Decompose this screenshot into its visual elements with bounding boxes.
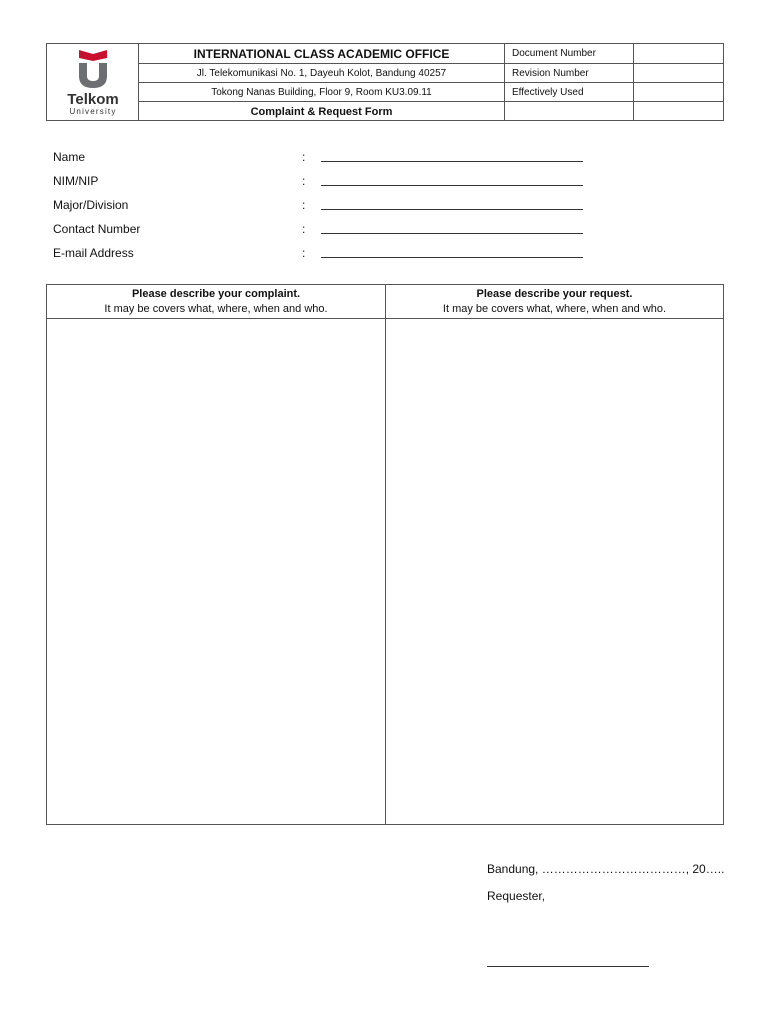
request-column-header xyxy=(386,285,723,318)
applicant-fields xyxy=(53,148,593,268)
request-heading: Please describe your request. xyxy=(476,288,633,300)
complaint-hint: It may be covers what, where, when and who. xyxy=(104,303,328,315)
name-input-line[interactable] xyxy=(321,161,583,162)
complaint-heading: Please describe your complaint. xyxy=(131,288,301,300)
complaint-text-area[interactable] xyxy=(47,319,385,824)
logo-wordmark: Telkom xyxy=(67,91,119,108)
contact-number-input-line[interactable] xyxy=(321,233,583,234)
complaint-request-table xyxy=(46,284,724,825)
nim-nip-input-line[interactable] xyxy=(321,185,583,186)
telkom-logo-icon xyxy=(76,48,110,90)
field-colon: : xyxy=(302,246,306,260)
field-label: Name xyxy=(53,150,86,164)
field-name xyxy=(53,148,593,172)
field-colon: : xyxy=(302,174,306,188)
complaint-column-header xyxy=(47,285,385,318)
field-colon: : xyxy=(302,222,306,236)
requester-label: Requester, xyxy=(487,889,546,903)
address-line-2: Tokong Nanas Building, Floor 9, Room KU3.09.11 xyxy=(211,86,432,98)
form-title: Complaint & Request Form xyxy=(250,105,393,118)
field-label: NIM/NIP xyxy=(53,174,99,188)
document-number-label: Document Number xyxy=(512,48,596,59)
request-hint: It may be covers what, where, when and who. xyxy=(442,303,667,315)
address-line-1: Jl. Telekomunikasi No. 1, Dayeuh Kolot, Bandung 40257 xyxy=(196,67,447,79)
logo-subtitle: University xyxy=(69,107,117,116)
effectively-used-label: Effectively Used xyxy=(512,86,584,98)
request-text-area[interactable] xyxy=(386,319,723,824)
effectively-used-value[interactable] xyxy=(637,83,723,101)
field-nim-nip xyxy=(53,172,593,196)
field-label: Contact Number xyxy=(53,222,141,236)
major-division-input-line[interactable] xyxy=(321,209,583,210)
field-colon: : xyxy=(302,198,306,212)
field-colon: : xyxy=(302,150,306,164)
field-major-division xyxy=(53,196,593,220)
field-contact-number xyxy=(53,220,593,244)
email-input-line[interactable] xyxy=(321,257,583,258)
revision-number-value[interactable] xyxy=(637,64,723,82)
field-label: Major/Division xyxy=(53,198,129,212)
telkom-university-logo xyxy=(47,44,139,120)
signature-line[interactable] xyxy=(487,966,649,967)
place-date-line: Bandung, ………………………………, 20….. xyxy=(487,862,725,876)
document-number-value[interactable] xyxy=(637,44,723,63)
field-label: E-mail Address xyxy=(53,246,134,260)
revision-number-label: Revision Number xyxy=(512,67,589,79)
field-email-address xyxy=(53,244,593,268)
office-title: INTERNATIONAL CLASS ACADEMIC OFFICE xyxy=(193,46,450,61)
document-header xyxy=(46,43,724,121)
